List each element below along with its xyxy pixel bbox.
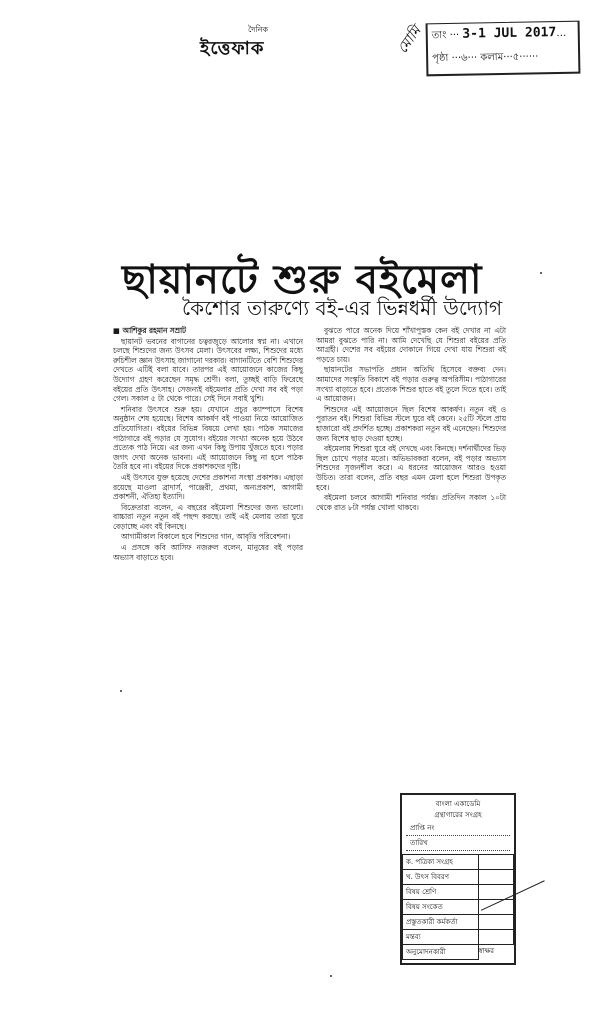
stamp-column-label: কলাম [480,51,504,64]
article-paragraph: ছায়ানটের সভাপতি প্রধান অতিথি হিসেবে বক্তব্য দেন। আমাদের সংস্কৃতি বিকাশে বই পড়ার গুরুত্ব অপরিসীম। পাঠাগারের সংখ্যা বাড়াতে হবে। প্রত্যেক শিশুর হাতে বই তুলে দিতে হবে। তাই এ আয়োজন। [316,365,506,404]
newspaper-masthead: ইত্তেফাক [200,38,265,59]
article-paragraph: এই উৎসবে যুক্ত হয়েছে দেশের প্রকাশনা সংস্থা প্রকাশক। এছাড়া রয়েছে মাওলা ব্রাদার্স, পাঞ্জেরী, প্রথমা, অন্যপ্রকাশ, আগামী প্রকাশনী, ঐতিহ্য ইত্যাদি। [113,472,303,502]
form-row-label: প্রস্তুতকারী কর্মকর্তা [403,915,479,930]
article-paragraph: শিশুদের এই আয়োজনে ছিল বিশেষ আকর্ষণ। নতুন বই ও পুরাতন বই। শিশুরা বিভিন্ন স্টলে ঘুরে বই কেনে। ২৫টি স্টলে প্রায় হাজারো বই প্রদর্শিত হচ্ছে। প্রকাশকরা নতুন বই এনেছেন। শিশুদের জন্য বিশেষ ছাড় দেওয়া হচ্ছে। [316,404,506,443]
article-paragraph: বিক্রেতারা বলেন, এ বছরের বইমেলা শিশুদের জন্য ভালো। বাচ্চারা নতুন নতুন বই পছন্দ করছে। তাই এই মেলায় তারা ঘুরে বেড়াচ্ছে এবং বই কিনছে। [113,502,303,531]
stamp-page-label: পৃষ্ঠা [432,52,449,65]
article-paragraph: এ প্রসঙ্গে কবি আসিফ নজরুল বলেন, মানুষের বই পড়ার অভ্যাস বাড়াতে হবে। [113,543,303,562]
scan-speck [330,975,332,977]
article-paragraph: শনিবার উৎসবে শুরু হয়। যেখানে প্রচুর ক্যাম্পাসে বিশেষ অনুষ্ঠান শেষ হয়েছে। বিশেষ আকর্ষণ বই পাওয়া নিয়ে আয়োজিত প্রতিযোগিতা। বইয়ের বিভিন্ন বিষয়ে লেখা হয়। পাঠক সমাজের পাঠাগারে বই পড়ার যে সুযোগ। বইয়ের সংখ্যা অনেক হয়ে উঠবে প্রত্যেক পাঠ নিয়ে। এর জন্য এখন কিছু উপায় খুঁজতে হবে। পড়ার জগৎ দেখা অনেক ভাবনা। এই আয়োজনে কিছু না হলে পাঠক তৈরি হবে না। বইয়ের দিকে প্রকাশকদের দৃষ্টি। [113,404,303,472]
scan-speck [120,690,122,692]
article-paragraph: আগামীকাল বিকালে হবে শিশুদের গান, আবৃত্তি পরিবেশনা। [121,532,291,542]
scan-speck [540,272,542,274]
article-paragraph: ছায়ানট ভবনের বাগানের চত্বরজুড়ে আলোর স্বপ্ন না। এখানে চলছে শিশুদের জন্য উৎসব মেলা। উৎসবের লক্ষ্য, শিশুদের মধ্যে রুচিশীল জ্ঞান উৎসাহ জাগানো দরকার। বাগানটিতে বেশি শিশুদের দেখতে এটিই বলা যাবে। তারপর এই আয়োজনে কাজের কিছু উদ্যোগ গ্রহণ করেছেন সমৃদ্ধ শ্রেণী। বলা, তুচ্ছই বাড়ি ফিরেছে বইয়ের প্রতি উৎসাহ। সেজন্যই বইমেলার প্রতি দেখা সব বই পড়া গেল। সকাল ৫ টা থেকে পারে। সেই দিনে সবাই খুশি। [113,336,303,404]
form-line: প্রাপ্তি নং [406,821,510,836]
article-paragraph: বইমেলা চলবে আগামী শনিবার পর্যন্ত। প্রতিদিন সকাল ১০টা থেকে রাত ৮টা পর্যন্ত খোলা থাকবে। [316,493,506,512]
article-headline: ছায়ানটে শুরু বইমেলা [122,257,483,303]
article-column-left [113,326,303,563]
form-table [402,854,514,960]
article-paragraph: বুঝতে পারে অনেক দিয়ে শাঁখাপুস্তক কেন বই দেখার না এটা আমরা বুঝতে পারি না। আমি দেখেছি যে শিশুরা বইয়ের প্রতি আগ্রহী। দেশের সব বইয়ের দোকানে গিয়ে দেখা যায় শিশুরা বই পড়তে চায়। [316,326,506,364]
stamp-date-label: তাং [431,29,447,42]
library-clipping-form [400,793,516,965]
date-stamp: তাং ··· 3-1 JUL 2017… পৃষ্ঠা ···৬··· কলাম···৫······ [426,21,581,77]
form-row-label: ক. পত্রিকা সংগ্রহ [403,855,479,870]
form-row-label: খ. উৎস বিবরণ [403,870,479,885]
article-paragraph: বইমেলায় শিশুরা ঘুরে বই দেখছে এবং কিনছে। দর্শনার্থীদের ভিড় ছিল চোখে পড়ার মতো। অভিভাবকরা বলেন, বই পড়ার অভ্যাস শিশুদের সৃজনশীল করে। এ ধরনের আয়োজন আরও হওয়া উচিত। তারা বলেন, প্রতি বছর এমন মেলা হলে শিশুরা উপকৃত হবে। [316,444,506,492]
form-subtitle: গ্রন্থাগারের সংগ্রহ [434,811,482,819]
stamp-column: ৫ [512,51,520,63]
article-column-right [316,326,506,513]
form-row-label: অনুমোদনকারী [403,945,479,960]
form-row-label: বিষয় সংকেত [403,900,479,915]
stamp-page: ৬ [460,52,468,64]
newspaper-label: দৈনিক [248,25,269,34]
form-title: বাংলা একাডেমি [435,800,481,808]
form-row-label: মন্তব্য [403,930,479,945]
stamp-date: 3-1 JUL 2017 [462,25,557,42]
handwritten-note: মোমি [394,23,425,57]
form-line: তারিখ [406,836,510,851]
article-subheadline: কৈশোর তারুণ্যে বই-এর ভিন্নধর্মী উদ্যোগ [182,296,503,320]
article-byline: ■ আশিকুর রহমান সম্রাট [113,326,303,336]
form-footer: স্বাক্ষর [478,947,494,955]
form-row-label: বিষয় শ্রেণি [403,885,479,900]
